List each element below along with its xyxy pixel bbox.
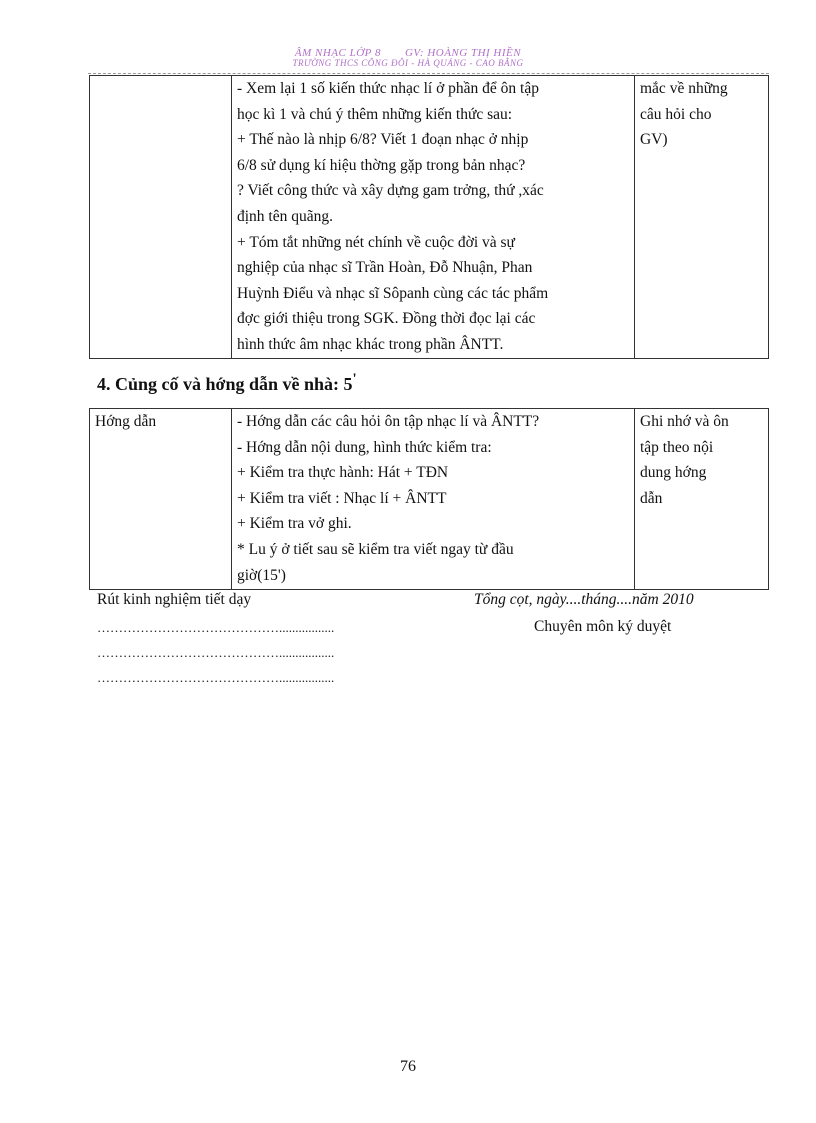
- page-header: [0, 48, 816, 68]
- t2-line: + Kiểm tra thực hành: Hát + TĐN: [237, 464, 449, 482]
- t2-col3-line: dung hớng: [640, 464, 707, 482]
- t2-line: - Hớng dẫn các câu hỏi ôn tập nhạc lí và ÂNTT?: [237, 413, 540, 430]
- t2-line: + Kiểm tra vở ghi.: [237, 515, 352, 533]
- t2-col1: Hớng dẫn: [90, 409, 232, 590]
- t1-line: 6/8 sử dụng kí hiệu thờng gặp trong bản nhạc?: [237, 156, 526, 174]
- t1-line: + Thế nào là nhịp 6/8? Viết 1 đoạn nhạc ở nhịp: [237, 131, 529, 149]
- t1-line: + Tóm tắt những nét chính về cuộc đời và sự: [237, 233, 515, 251]
- t1-line: định tên quãng.: [237, 207, 333, 225]
- t1-col3: [635, 76, 769, 359]
- dotted-line: …………………………………….................: [97, 670, 335, 685]
- t2-line: giờ(15'): [237, 566, 286, 584]
- section-4-sup: ': [352, 371, 357, 387]
- t1-col3-line: mắc về những: [640, 80, 728, 97]
- t1-line: hình thức âm nhạc khác trong phần ÂNTT.: [237, 335, 504, 353]
- t2-col2: [232, 409, 635, 590]
- header-teacher: GV: HOÀNG THỊ HIỀN: [404, 47, 522, 59]
- t2-line: * Lu ý ở tiết sau sẽ kiểm tra viết ngay từ đầu: [237, 540, 514, 558]
- t1-line: ? Viết công thức và xây dựng gam trởng, thứ ,xác: [237, 182, 544, 200]
- experience-label: Rút kinh nghiệm tiết dạy: [97, 591, 252, 608]
- t2-col3: [635, 409, 769, 590]
- t2-col3-line: tập theo nội: [640, 438, 714, 456]
- section-4-text: 4. Củng cố và hớng dẫn về nhà: 5: [97, 374, 353, 394]
- t2-col3-line: dẫn: [640, 489, 663, 507]
- approval-label: Chuyên môn ký duyệt: [534, 618, 672, 635]
- t1-col3-line: GV): [640, 131, 668, 149]
- lesson-table-bottom: [89, 408, 769, 590]
- dotted-line: …………………………………….................: [97, 645, 335, 660]
- header-subject: ÂM NHẠC LỚP 8: [294, 47, 381, 59]
- header-rule: [88, 73, 769, 74]
- t1-line: - Xem lại 1 số kiến thức nhạc lí ở phần để ôn tập: [237, 80, 539, 97]
- dotted-line: …………………………………….................: [97, 620, 335, 635]
- t1-line: học kì 1 và chú ý thêm những kiến thức sau:: [237, 105, 513, 123]
- page-number: 76: [400, 1058, 416, 1075]
- t1-line: Huỳnh Điểu và nhạc sĩ Sôpanh cùng các tác phẩm: [237, 284, 549, 302]
- t1-line: nghiệp của nhạc sĩ Trần Hoàn, Đỗ Nhuận, Phan: [237, 259, 533, 277]
- lesson-table-top: [89, 75, 769, 359]
- header-school: TRƯỜNG THCS CÔNG ĐÔI - HÀ QUẢNG - CAO BẰNG: [292, 58, 524, 68]
- place-date: Tổng cọt, ngày....tháng....năm 2010: [474, 591, 694, 608]
- section-4-title: [97, 371, 357, 395]
- t1-col3-line: câu hỏi cho: [640, 105, 712, 123]
- t1-col2: [232, 76, 635, 359]
- t2-col3-line: Ghi nhớ và ôn: [640, 413, 729, 430]
- t1-col1: [90, 76, 232, 359]
- t2-line: - Hớng dẫn nội dung, hình thức kiểm tra:: [237, 438, 492, 456]
- t2-line: + Kiểm tra viết : Nhạc lí + ÂNTT: [237, 489, 447, 507]
- t1-line: đợc giới thiệu trong SGK. Đồng thời đọc lại các: [237, 310, 536, 328]
